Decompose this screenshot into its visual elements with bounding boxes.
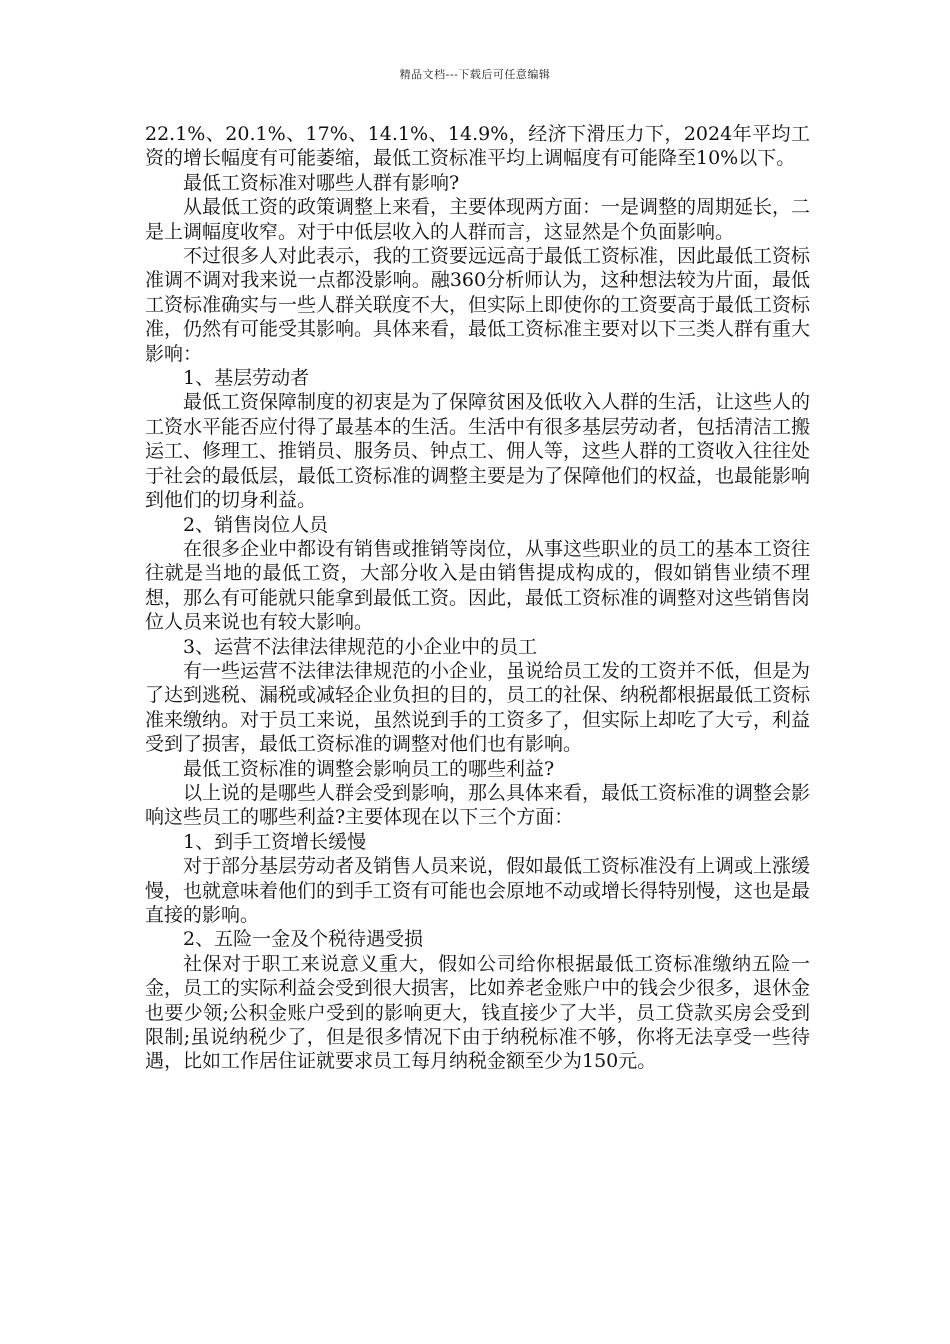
section-heading: 最低工资标准的调整会影响员工的哪些利益? [183,757,555,780]
subheading: 2、五险一金及个税待遇受损 [183,928,424,951]
subheading: 3、运营不法律法律规范的小企业中的员工 [183,635,538,658]
subheading: 1、到手工资增长缓慢 [183,830,367,853]
paragraph: 在很多企业中都设有销售或推销等岗位，从事这些职业的员工的基本工资往往就是当地的最低工资，大部分收入是由销售提成构成的，假如销售业绩不理想，那么有可能就只能拿到最低工资。因此，最低工资标准的调整对这些销售岗位人员来说也有较大影响。 [145,537,811,634]
paragraph: 对于部分基层劳动者及销售人员来说，假如最低工资标准没有上调或上涨缓慢，也就意味着他们的到手工资有可能也会原地不动或增长得特别慢，这也是最直接的影响。 [145,855,811,926]
document-body [145,122,810,1074]
paragraph: 从最低工资的政策调整上来看，主要体现两方面：一是调整的周期延长，二是上调幅度收窄。对于中低层收入的人群而言，这显然是个负面影响。 [145,196,811,243]
paragraph: 社保对于职工来说意义重大，假如公司给你根据最低工资标准缴纳五险一金，员工的实际利益会受到很大损害，比如养老金账户中的钱会少很多，退休金也要少领;公积金账户受到的影响更大，钱直接少了大半，员工贷款买房会受到限制;虽说纳税少了，但是很多情况下由于纳税标准不够，你将无法享受一些待遇，比如工作居住证就要求员工每月纳税金额至少为150元。 [145,952,811,1073]
subheading: 2、销售岗位人员 [183,513,329,536]
page-header: 精品文档---下载后可任意编辑 [399,68,551,81]
section-heading: 最低工资标准对哪些人群有影响? [183,171,460,194]
paragraph-continued: 22.1%、20.1%、17%、14.1%、14.9%，经济下滑压力下，2024年平均工资的增长幅度有可能萎缩，最低工资标准平均上调幅度有可能降至10%以下。 [145,123,810,170]
paragraph: 有一些运营不法律法律规范的小企业，虽说给员工发的工资并不低，但是为了达到逃税、漏税或减轻企业负担的目的，员工的社保、纳税都根据最低工资标准来缴纳。对于员工来说，虽然说到手的工资多了，但实际上却吃了大亏，利益受到了损害，最低工资标准的调整对他们也有影响。 [145,659,811,756]
subheading: 1、基层劳动者 [183,367,310,390]
paragraph: 最低工资保障制度的初衷是为了保障贫困及低收入人群的生活，让这些人的工资水平能否应付得了最基本的生活。生活中有很多基层劳动者，包括清洁工搬运工、修理工、推销员、服务员、钟点工、佣人等，这些人群的工资收入往往处于社会的最低层，最低工资标准的调整主要是为了保障他们的权益，也最能影响到他们的切身利益。 [145,391,811,512]
paragraph: 不过很多人对此表示，我的工资要远远高于最低工资标准，因此最低工资标准调不调对我来说一点都没影响。融360分析师认为，这种想法较为片面，最低工资标准确实与一些人群关联度不大，但实际上即使你的工资要高于最低工资标准，仍然有可能受其影响。具体来看，最低工资标准主要对以下三类人群有重大影响： [145,245,811,365]
paragraph: 以上说的是哪些人群会受到影响，那么具体来看，最低工资标准的调整会影响这些员工的哪些利益?主要体现在以下三个方面： [145,781,811,829]
